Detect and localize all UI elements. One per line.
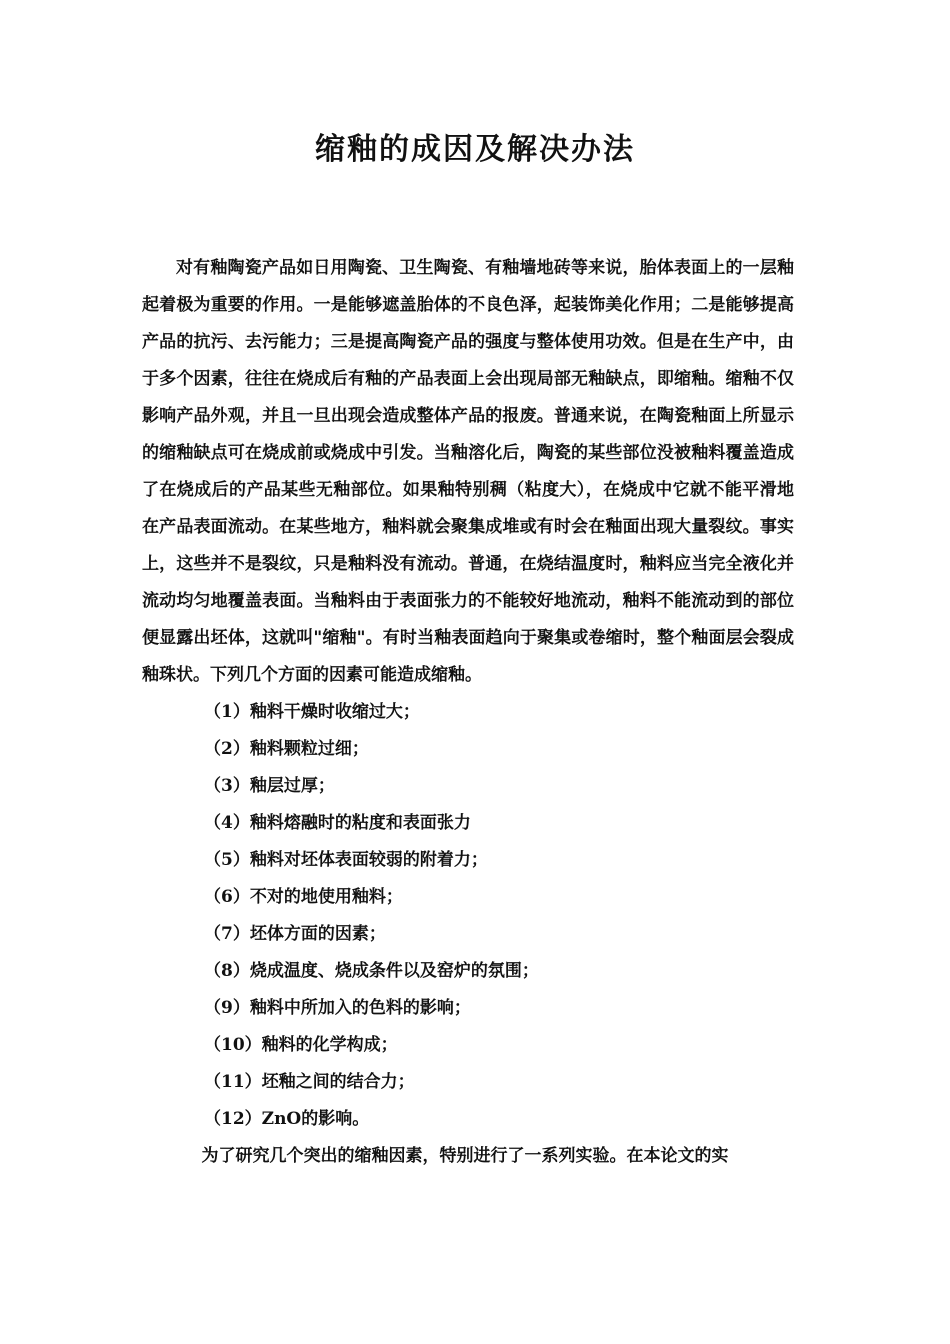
- factor-item: （8）烧成温度、烧成条件以及窑炉的氛围；: [204, 961, 539, 981]
- document-title: 缩釉的成因及解决办法: [315, 132, 635, 167]
- factor-list: [142, 694, 794, 1138]
- document-body: [142, 250, 794, 1175]
- factor-item: （1）釉料干燥时收缩过大；: [204, 702, 420, 722]
- factor-item: （9）釉料中所加入的色料的影响；: [204, 998, 471, 1018]
- factor-item: （6）不对的地使用釉料；: [204, 887, 403, 907]
- factor-item: （2）釉料颗粒过细；: [204, 739, 369, 759]
- factor-item: （12）ZnO的影响。: [204, 1109, 370, 1129]
- factor-item: （4）釉料熔融时的粘度和表面张力: [204, 813, 471, 833]
- intro-paragraph: 对有釉陶瓷产品如日用陶瓷、卫生陶瓷、有釉墙地砖等来说，胎体表面上的一层釉起着极为重要的作用。一是能够遮盖胎体的不良色泽，起装饰美化作用；二是能够提高产品的抗污、去污能力；三是提高陶瓷产品的强度与整体使用功效。但是在生产中，由于多个因素，往往在烧成后有釉的产品表面上会出现局部无釉缺点，即缩釉。缩釉不仅影响产品外观，并且一旦出现会造成整体产品的报废。普通来说，在陶瓷釉面上所显示的缩釉缺点可在烧成前或烧成中引发。当釉溶化后，陶瓷的某些部位没被釉料覆盖造成了在烧成后的产品某些无釉部位。如果釉特别稠（粘度大），在烧成中它就不能平滑地在产品表面流动。在某些地方，釉料就会聚集成堆或有时会在釉面出现大量裂纹。事实上，这些并不是裂纹，只是釉料没有流动。普通，在烧结温度时，釉料应当完全液化并流动均匀地覆盖表面。当釉料由于表面张力的不能较好地流动，釉料不能流动到的部位便显露出坯体，这就叫"缩釉"。有时当釉表面趋向于聚集或卷缩时，整个釉面层会裂成釉珠状。下列几个方面的因素可能造成缩釉。: [142, 258, 794, 685]
- factor-item: （11）坯釉之间的结合力；: [204, 1072, 415, 1092]
- factor-item: （7）坯体方面的因素；: [204, 924, 386, 944]
- factor-item: （10）釉料的化学构成；: [204, 1035, 398, 1055]
- factor-item: （3）釉层过厚；: [204, 776, 335, 796]
- factor-item: （5）釉料对坯体表面较弱的附着力；: [204, 850, 488, 870]
- closing-paragraph: 为了研究几个突出的缩釉因素，特别进行了一系列实验。在本论文的实: [201, 1146, 729, 1166]
